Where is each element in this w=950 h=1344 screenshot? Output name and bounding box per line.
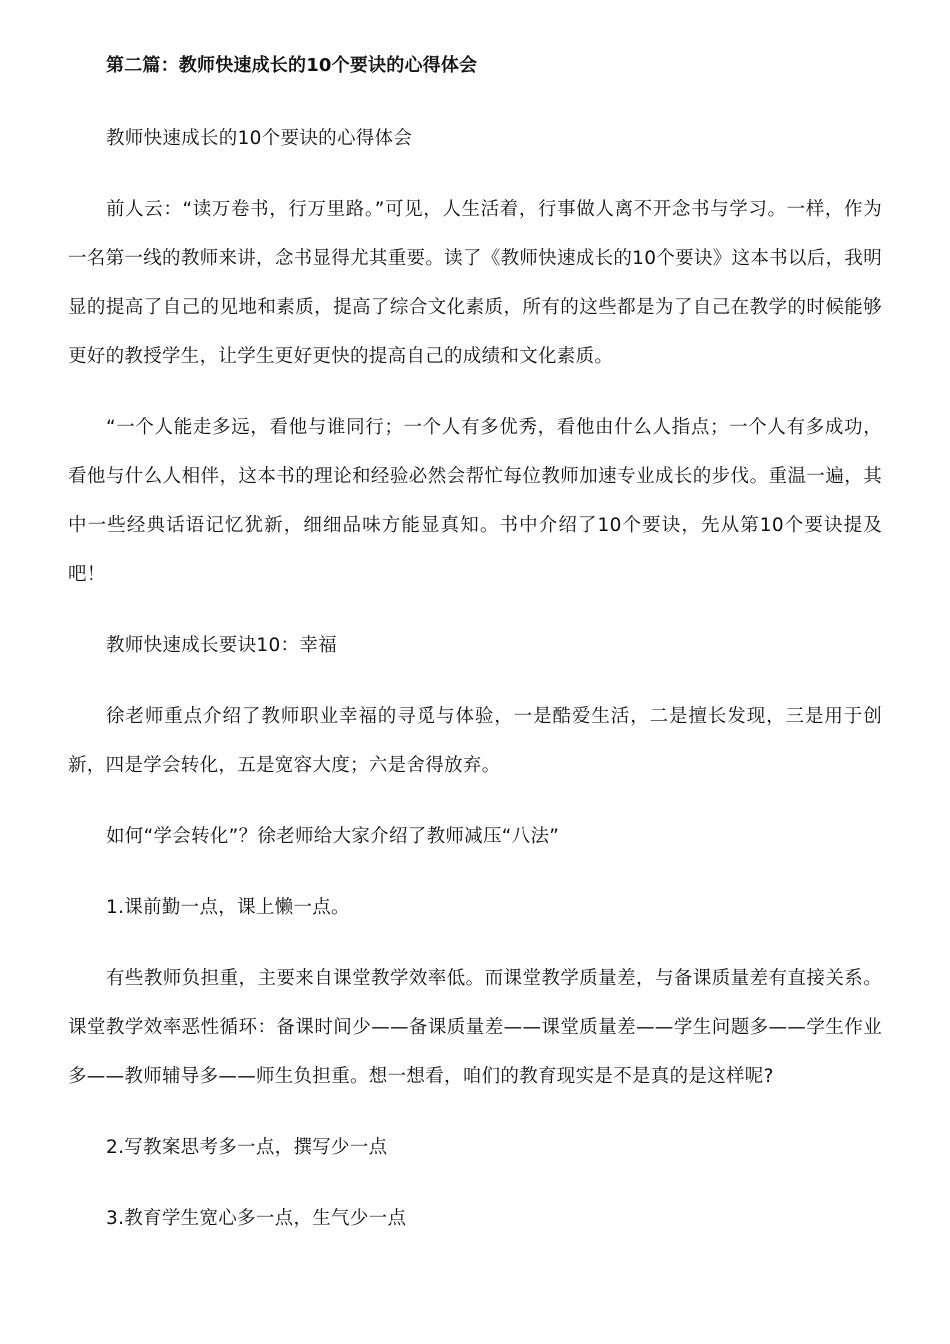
paragraph-intro: 前人云：“读万卷书，行万里路。”可见，人生活着，行事做人离不开念书与学习。一样，作为一名第一线的教师来讲，念书显得尤其重要。读了《教师快速成长的10个要诀》这本书以后，我明显的提高了自己的见地和素质，提高了综合文化素质，所有的这些都是为了自己在教学的时候能够更好的教授学生，让学生更好更快的提高自己的成绩和文化素质。 <box>68 199 882 367</box>
paragraph-section-heading: 教师快速成长要诀10：幸福 <box>106 635 337 656</box>
paragraph-method-1: 1.课前勤一点，课上懒一点。 <box>106 897 350 918</box>
paragraph-happiness: 徐老师重点介绍了教师职业幸福的寻觅与体验，一是酷爱生活，二是擅长发现，三是用于创新，四是学会转化，五是宽容大度；六是舍得放弃。 <box>68 706 882 776</box>
paragraph-subtitle: 教师快速成长的10个要诀的心得体会 <box>106 128 413 149</box>
document-title: 第二篇：教师快速成长的10个要诀的心得体会 <box>106 55 478 76</box>
paragraph-transform-question: 如何“学会转化”？徐老师给大家介绍了教师减压“八法” <box>106 826 560 847</box>
paragraph-efficiency: 有些教师负担重，主要来自课堂教学效率低。而课堂教学质量差，与备课质量差有直接关系。课堂教学效率恶性循环：备课时间少——备课质量差——课堂质量差——学生问题多——学生作业多——教师辅导多——师生负担重。想一想看，咱们的教育现实是不是真的是这样呢? <box>68 968 882 1087</box>
paragraph-method-3: 3.教育学生宽心多一点，生气少一点 <box>106 1208 407 1229</box>
paragraph-method-2: 2.写教案思考多一点，撰写少一点 <box>106 1137 388 1158</box>
paragraph-quote: “一个人能走多远，看他与谁同行；一个人有多优秀，看他由什么人指点；一个人有多成功，看他与什么人相伴，这本书的理论和经验必然会帮忙每位教师加速专业成长的步伐。重温一遍，其中一些经典话语记忆犹新，细细品味方能显真知。书中介绍了10个要诀，先从第10个要诀提及吧！ <box>68 417 882 585</box>
